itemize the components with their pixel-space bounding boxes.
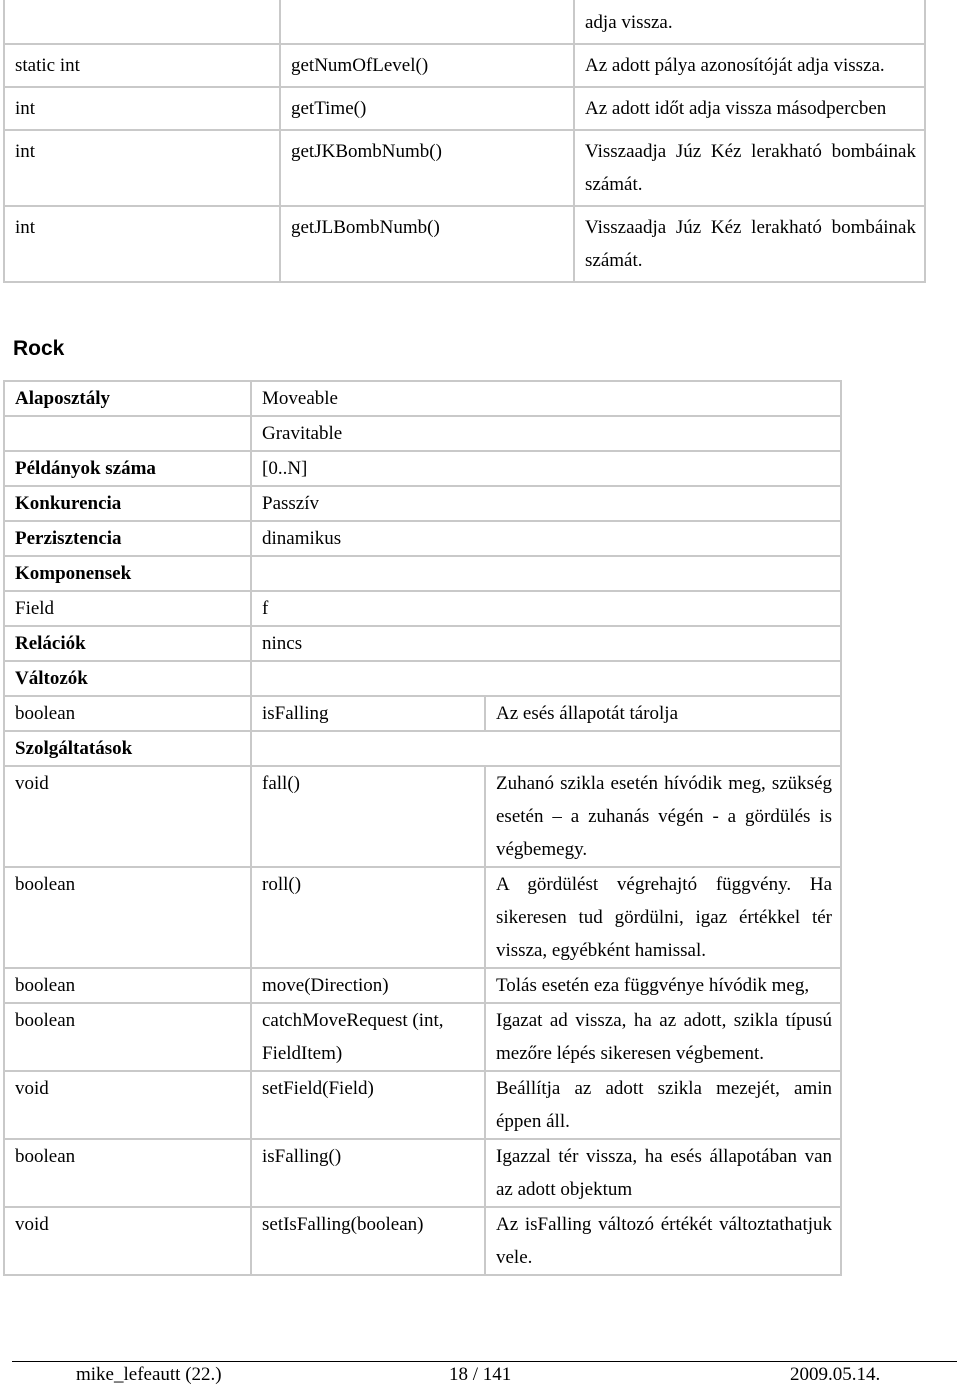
- field-label: Field: [4, 591, 251, 626]
- method-name: move(Direction): [251, 968, 485, 1003]
- alaposztaly-value-2: Gravitable: [262, 423, 343, 444]
- method-name: catchMoveRequest (int, FieldItem): [251, 1003, 485, 1071]
- table-row: [4, 451, 841, 486]
- valtozok-label: Változók: [4, 661, 251, 696]
- footer-date: 2009.05.14.: [790, 1364, 881, 1385]
- konkurencia-value: Passzív: [251, 486, 841, 521]
- method-type: boolean: [4, 1139, 251, 1207]
- name-cell: [280, 0, 574, 44]
- method-type: void: [4, 766, 251, 867]
- section-heading-rock: Rock: [13, 337, 65, 360]
- table-row: [4, 1139, 841, 1207]
- table-row: [4, 556, 841, 591]
- table-row: [4, 44, 925, 87]
- method-type: boolean: [4, 1003, 251, 1071]
- empty-cell: [251, 661, 841, 696]
- table-row: [4, 626, 841, 661]
- footer-divider: [12, 1361, 957, 1362]
- table-row: [4, 1003, 841, 1071]
- method-desc: Igazat ad vissza, ha az adott, szikla típusú mezőre lépés sikeresen végbement.: [485, 1003, 841, 1071]
- name-cell: getTime(): [280, 87, 574, 130]
- desc-cell: adja vissza.: [574, 0, 925, 44]
- name-cell: getJKBombNumb(): [280, 130, 574, 206]
- perzisztencia-label: Perzisztencia: [4, 521, 251, 556]
- method-desc: Az isFalling változó értékét változtathatjuk vele.: [485, 1207, 841, 1275]
- method-type: void: [4, 1207, 251, 1275]
- method-name: roll(): [251, 867, 485, 968]
- method-desc: Zuhanó szikla esetén hívódik meg, szükség esetén – a zuhanás végén - a gördülés is végbemegy.: [485, 766, 841, 867]
- name-cell: getJLBombNumb(): [280, 206, 574, 282]
- method-type: boolean: [4, 867, 251, 968]
- method-desc: Beállítja az adott szikla mezejét, amin éppen áll.: [485, 1071, 841, 1139]
- alaposztaly-value-1: Moveable: [262, 388, 338, 409]
- method-name: setField(Field): [251, 1071, 485, 1139]
- footer-page-number: 18 / 141: [449, 1364, 512, 1385]
- table-row: [4, 381, 841, 416]
- alaposztaly-value: [251, 381, 841, 416]
- type-cell: [4, 0, 280, 44]
- desc-cell: Az adott pálya azonosítóját adja vissza.: [574, 44, 925, 87]
- type-cell: int: [4, 206, 280, 282]
- method-name: isFalling(): [251, 1139, 485, 1207]
- type-cell: static int: [4, 44, 280, 87]
- empty-cell: [251, 556, 841, 591]
- footer-author: mike_lefeautt (22.): [76, 1364, 222, 1385]
- konkurencia-label: Konkurencia: [4, 486, 251, 521]
- desc-cell: Visszaadja Júz Kéz lerakható bombáinak számát.: [574, 130, 925, 206]
- peldanyok-value: [0..N]: [251, 451, 841, 486]
- table-row: [4, 661, 841, 696]
- methods-table-continued: [3, 0, 926, 283]
- table-row: [4, 130, 925, 206]
- variable-type: boolean: [4, 696, 251, 731]
- relaciok-value: nincs: [251, 626, 841, 661]
- perzisztencia-value: dinamikus: [251, 521, 841, 556]
- alaposztaly-label: Alaposztály: [4, 381, 251, 416]
- table-row: [4, 696, 841, 731]
- relaciok-label: Relációk: [4, 626, 251, 661]
- table-row: [4, 1207, 841, 1275]
- szolgaltatasok-label: Szolgáltatások: [4, 731, 251, 766]
- table-row: [4, 486, 841, 521]
- table-row: [4, 521, 841, 556]
- komponensek-label: Komponensek: [4, 556, 251, 591]
- name-cell: getNumOfLevel(): [280, 44, 574, 87]
- empty-cell: [4, 416, 251, 451]
- table-row: [4, 206, 925, 282]
- field-value: f: [251, 591, 841, 626]
- method-name: setIsFalling(boolean): [251, 1207, 485, 1275]
- rock-class-table: [3, 380, 842, 1276]
- desc-cell: Az adott időt adja vissza másodpercben: [574, 87, 925, 130]
- method-name: fall(): [251, 766, 485, 867]
- method-desc: Igazzal tér vissza, ha esés állapotában van az adott objektum: [485, 1139, 841, 1207]
- table-row: [4, 1071, 841, 1139]
- table-row: [4, 968, 841, 1003]
- method-desc: A gördülést végrehajtó függvény. Ha sikeresen tud gördülni, igaz értékkel tér vissza, egyébként hamissal.: [485, 867, 841, 968]
- table-row: [4, 766, 841, 867]
- method-desc: Tolás esetén eza függvénye hívódik meg,: [485, 968, 841, 1003]
- peldanyok-label: Példányok száma: [4, 451, 251, 486]
- method-type: void: [4, 1071, 251, 1139]
- table-row: [4, 591, 841, 626]
- table-row: [4, 0, 925, 44]
- alaposztaly-value-cell-2: [251, 416, 841, 451]
- variable-name: isFalling: [251, 696, 485, 731]
- method-type: boolean: [4, 968, 251, 1003]
- variable-desc: Az esés állapotát tárolja: [485, 696, 841, 731]
- empty-cell: [251, 731, 841, 766]
- desc-cell: Visszaadja Júz Kéz lerakható bombáinak számát.: [574, 206, 925, 282]
- type-cell: int: [4, 130, 280, 206]
- table-row: [4, 867, 841, 968]
- table-row: [4, 731, 841, 766]
- table-row: [4, 87, 925, 130]
- table-row: [4, 416, 841, 451]
- type-cell: int: [4, 87, 280, 130]
